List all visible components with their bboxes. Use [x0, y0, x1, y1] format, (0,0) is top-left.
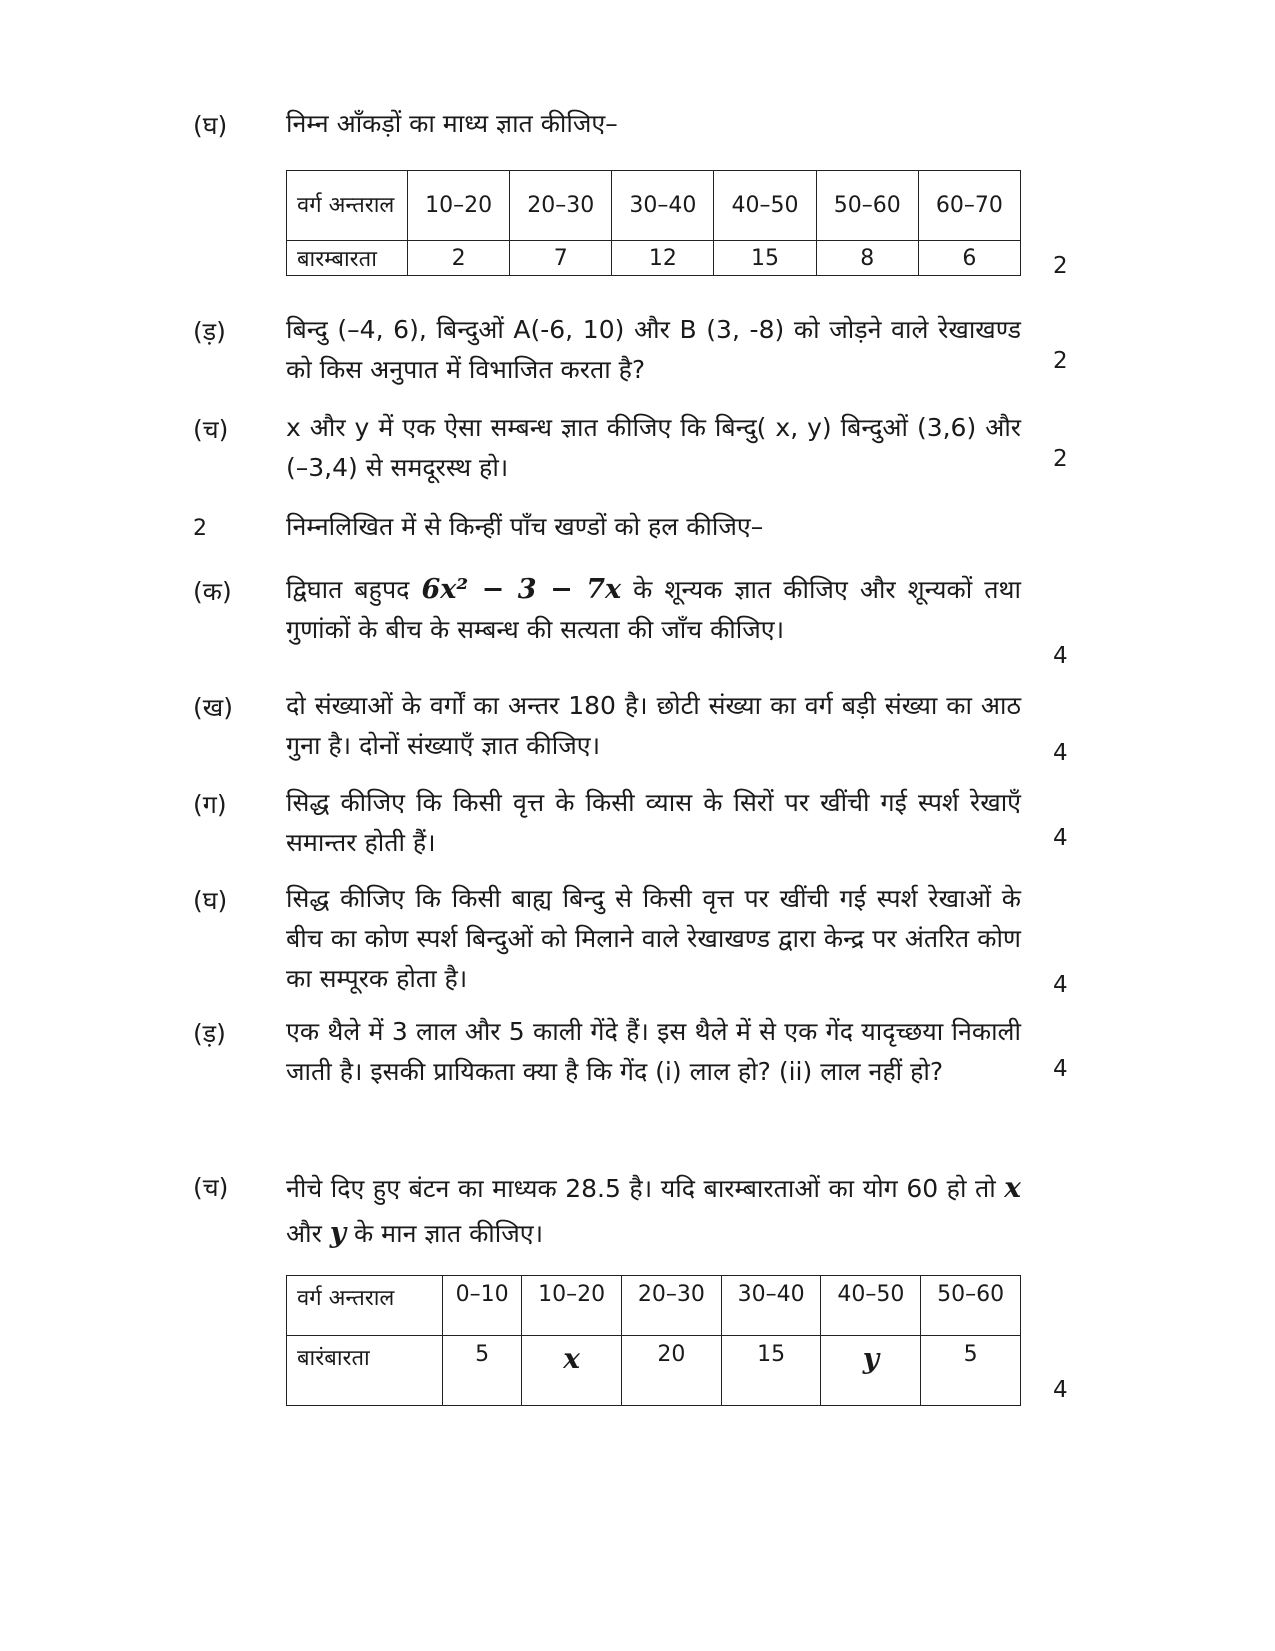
question-text: सिद्ध कीजिए कि किसी बाह्य बिन्दु से किसी वृत्त पर खींची गई स्पर्श रेखाओं के बीच का कोण स्पर्श बिन्दुओं को मिलाने वाले रेखाखण्ड द्वारा केन्द्र पर अंतरित कोण का सम्पूरक होता है। — [286, 884, 1021, 993]
question-text: x और y में एक ऐसा सम्बन्ध ज्ञात कीजिए कि बिन्दु( x, y) बिन्दुओं (3,6) और (–3,4) से समदूरस्थ हो। — [286, 413, 1021, 482]
table-cell: 15 — [714, 241, 816, 276]
marks: 4 — [1053, 1056, 1068, 1082]
question-label: (घ) — [193, 886, 228, 915]
table-cell: 20 — [621, 1336, 721, 1406]
table-header-cell: वर्ग अन्तराल — [287, 171, 408, 241]
frequency-table-mean — [286, 170, 1021, 276]
section-instruction: निम्नलिखित में से किन्हीं पाँच खण्डों को हल कीजिए– — [286, 512, 764, 541]
question-text: बिन्दु (–4, 6), बिन्दुओं A(-6, 10) और B (3, -8) को जोड़ने वाले रेखाखण्ड को किस अनुपात में विभाजित करता है? — [286, 315, 1021, 384]
table-cell: 5 — [921, 1336, 1021, 1406]
question-label: (ड़) — [193, 1019, 226, 1048]
table-cell: 20–30 — [510, 171, 612, 241]
table-cell: 10–20 — [408, 171, 510, 241]
table-cell: 8 — [816, 241, 918, 276]
marks: 2 — [1053, 446, 1068, 472]
table-cell: 30–40 — [721, 1276, 821, 1336]
text-before: नीचे दिए हुए बंटन का माध्यक 28.5 है। यदि बारम्बारताओं का योग 60 हो तो — [286, 1174, 996, 1203]
table-row — [287, 241, 1021, 276]
question-text — [286, 570, 1021, 650]
question-label: (च) — [193, 415, 229, 444]
question-text: एक थैले में 3 लाल और 5 काली गेंदे हैं। इस थैले में से एक गेंद यादृच्छया निकाली जाती है। इसकी प्रायिकता क्या है कि गेंद (i) लाल हो? (ii) लाल नहीं हो? — [286, 1017, 1021, 1086]
marks: 4 — [1053, 1377, 1068, 1403]
table-row — [287, 171, 1021, 241]
table-cell: 40–50 — [821, 1276, 921, 1336]
question-label: (ड़) — [193, 317, 226, 346]
table-row — [287, 1336, 1021, 1406]
question-text: सिद्ध कीजिए कि किसी वृत्त के किसी व्यास के सिरों पर खींची गई स्पर्श रेखाएँ समान्तर होती हैं। — [286, 788, 1021, 857]
table-cell: 12 — [612, 241, 714, 276]
table-cell: 10–20 — [522, 1276, 622, 1336]
question-label: (ख) — [193, 693, 233, 722]
marks: 2 — [1053, 253, 1068, 279]
table-cell: 7 — [510, 241, 612, 276]
table-cell: 30–40 — [612, 171, 714, 241]
table-header-cell: वर्ग अन्तराल — [287, 1276, 443, 1336]
question-text — [286, 1166, 1021, 1256]
table-cell: 15 — [721, 1336, 821, 1406]
text-after: के मान ज्ञात कीजिए। — [354, 1219, 544, 1248]
table-cell-variable: x — [522, 1336, 622, 1406]
table-header-cell: बारंबारता — [287, 1336, 443, 1406]
table-cell-variable: y — [821, 1336, 921, 1406]
table-cell: 5 — [443, 1336, 522, 1406]
table-cell: 40–50 — [714, 171, 816, 241]
marks: 2 — [1053, 348, 1068, 374]
table-cell: 0–10 — [443, 1276, 522, 1336]
question-text: निम्न आँकड़ों का माध्य ज्ञात कीजिए– — [286, 109, 618, 138]
frequency-table-median — [286, 1275, 1021, 1406]
table-cell: 6 — [918, 241, 1020, 276]
marks: 4 — [1053, 972, 1068, 998]
text-before: द्विघात बहुपद — [286, 575, 410, 604]
table-header-cell: बारम्बारता — [287, 241, 408, 276]
variable-y: y — [329, 1216, 347, 1249]
table-cell: 2 — [408, 241, 510, 276]
question-label: (क) — [193, 577, 232, 606]
table-cell: 50–60 — [816, 171, 918, 241]
question-text: दो संख्याओं के वर्गों का अन्तर 180 है। छोटी संख्या का वर्ग बड़ी संख्या का आठ गुना है। दोनों संख्याएँ ज्ञात कीजिए। — [286, 691, 1021, 760]
table-row — [287, 1276, 1021, 1336]
text-mid: और — [286, 1219, 322, 1248]
table-cell: 50–60 — [921, 1276, 1021, 1336]
polynomial-expression: 6x² − 3 − 7x — [421, 574, 622, 605]
variable-x: x — [1004, 1171, 1021, 1204]
question-label: (ग) — [193, 790, 227, 819]
question-label: (घ) — [193, 111, 228, 140]
marks: 4 — [1053, 643, 1068, 669]
table-cell: 20–30 — [621, 1276, 721, 1336]
question-label: (च) — [193, 1173, 229, 1202]
marks: 4 — [1053, 740, 1068, 766]
marks: 4 — [1053, 825, 1068, 851]
text-after: के शून्यक ज्ञात कीजिए और शून्यकों तथा गुणांकों के बीच के सम्बन्ध की सत्यता की जाँच कीजिए। — [286, 575, 1021, 644]
table-cell: 60–70 — [918, 171, 1020, 241]
section-number: 2 — [193, 516, 207, 541]
